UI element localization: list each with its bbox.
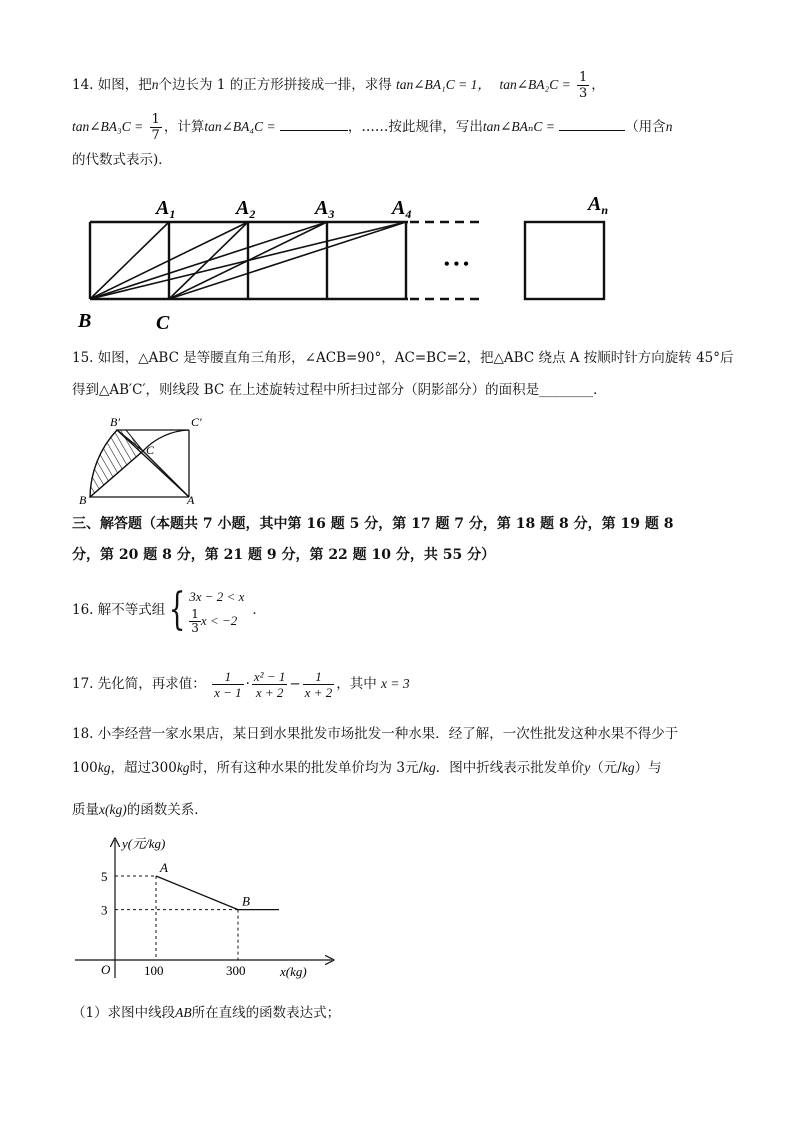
- section3-heading-line1: 三、解答题（本题共 7 小题，其中第 16 题 5 分，第 17 题 7 分，第 18 题 8 分，第 19 题 8: [72, 516, 674, 532]
- series-segment-0: [156, 876, 238, 910]
- q17-label: 17. 先化简，再求值：: [72, 676, 206, 692]
- q17-frac1: $\frac{1}{x - 1}$: [214, 669, 242, 700]
- x-axis-label: x(kg): [280, 964, 307, 979]
- x-tick-300: 300: [226, 963, 246, 978]
- q14-number: 14.: [72, 77, 94, 93]
- x-tick-100: 100: [144, 963, 164, 978]
- q14-BA1: [90, 222, 169, 299]
- q14-ellipsis: • • •: [444, 256, 469, 273]
- q15-line1: 15. 如图，△ABC 是等腰直角三角形，∠ACB=90°，AC=BC=2，把△ABC 绕点 A 按顺时针方向旋转 45°后: [72, 350, 734, 366]
- q14-label-B: B: [78, 310, 92, 332]
- q15-label-C1: C′: [191, 415, 202, 429]
- q14-tan3-fraction: $\frac{1}{7}$: [151, 112, 160, 143]
- point-label-B: B: [242, 893, 250, 909]
- q14-tan2-fraction: $\frac{1}{3}$: [579, 70, 588, 101]
- q17-condition: x = 3: [381, 676, 410, 691]
- q18-line2: 100kg，超过300kg时，所有这种水果的批发单价均为 3元/kg．图中折线表示批发单价y（元/kg）与: [72, 760, 662, 776]
- q14-line1: 14. 如图，把n个边长为 1 的正方形拼接成一排，求得 tan∠BA₁C = 1， tan∠BA₂C = $\frac{1}{3}$ ，: [72, 70, 605, 101]
- q14-paren: （用含: [625, 119, 666, 135]
- q14-rule: ，……按此规律，写出: [347, 119, 483, 135]
- q14-blank-tann[interactable]: [559, 130, 625, 131]
- q18-sub1: （1）求图中线段AB所在直线的函数表达式；: [72, 1005, 341, 1021]
- q14-label-An: $A_n$: [588, 193, 609, 217]
- y-tick-5: 5: [101, 869, 108, 884]
- q14-intro2: 个边长为 1 的正方形拼接成一排，求得: [158, 77, 392, 93]
- q14-label-A3: $A_3$: [315, 197, 335, 221]
- q14-line3: [72, 150, 172, 170]
- q16-ineq2: $\frac{1}{3}$ x < −2: [191, 606, 238, 635]
- q17: 17. 先化简，再求值： $\frac{1}{x - 1}$ · $\frac{\text{x² − 1}}{x + 2}$ − $\frac{1}{x + 2}$ ，其中 x = 3: [72, 669, 410, 700]
- q14-n: n: [151, 77, 159, 92]
- q14-squares-figure: [70, 188, 630, 336]
- q15-label-B: B: [79, 493, 87, 507]
- q14-compute: ，计算: [163, 119, 205, 135]
- q18-line3: 质量x(kg)的函数关系．: [72, 802, 208, 818]
- q16-brace: {: [168, 584, 186, 635]
- q16-label: 16. 解不等式组: [72, 602, 166, 618]
- q14-intro: 如图，把: [97, 77, 152, 93]
- q16: 16. 解不等式组{ 3x − 2 < x $\frac{1}{3}$ x < −2 ．: [72, 580, 266, 640]
- q14-tan1: tan∠BA₁C = 1，: [396, 77, 491, 92]
- q17-frac2: $\frac{\text{x² − 1}}{x + 2}$: [253, 669, 286, 700]
- y-axis-label: y(元/kg): [122, 836, 166, 851]
- q14-label-A4: $A_4$: [392, 197, 412, 221]
- q14-tail: 的代数式表示)．: [72, 152, 172, 168]
- q18-line1: 18. 小李经营一家水果店，某日到水果批发市场批发一种水果．经了解，一次性批发这种水果不得少于: [72, 726, 679, 742]
- q15-label-B1: B′: [110, 415, 120, 429]
- q16-ineq1: 3x − 2 < x: [189, 588, 245, 604]
- q14-label-A1: $A_1$: [156, 197, 176, 221]
- q17-where: ，其中: [336, 676, 377, 692]
- q14-CA2: [169, 222, 248, 299]
- origin-label: O: [101, 962, 111, 977]
- q15-label-C: C: [146, 443, 155, 457]
- q15-rotation-figure: [74, 410, 214, 510]
- q14-line2: tan∠BA₃C = $\frac{1}{7}$ ，计算tan∠BA₄C = ，……按此规律，写出tan∠BAₙC = （用含n: [72, 112, 673, 143]
- point-label-A: A: [160, 860, 168, 875]
- q14-square-n: [525, 222, 604, 299]
- q14-tan2: tan∠BA₂C =: [499, 77, 571, 92]
- section3-heading-line2: 分，第 20 题 8 分，第 21 题 9 分，第 22 题 10 分，共 55 分）: [72, 547, 496, 563]
- q15-shaded-region: [90, 430, 143, 497]
- y-tick-3: 3: [101, 902, 108, 918]
- q18-price-chart: [70, 830, 350, 980]
- q15-label-A: A: [187, 493, 195, 507]
- q14-tann: tan∠BAₙC =: [482, 119, 555, 134]
- q14-tan3: tan∠BA₃C =: [72, 119, 144, 134]
- q16-system: [189, 586, 244, 635]
- q14-label-A2: $A_2$: [236, 197, 256, 221]
- q14-blank-tan4[interactable]: [280, 130, 348, 131]
- q15-line2: 得到△AB′C′，则线段 BC 在上述旋转过程中所扫过部分（阴影部分）的面积是________．: [72, 382, 607, 398]
- q17-frac3: $\frac{1}{x + 2}$: [304, 669, 333, 700]
- q14-label-C: C: [156, 312, 170, 334]
- q14-CA4: [169, 222, 406, 299]
- q14-tan4: tan∠BA₄C =: [204, 119, 276, 134]
